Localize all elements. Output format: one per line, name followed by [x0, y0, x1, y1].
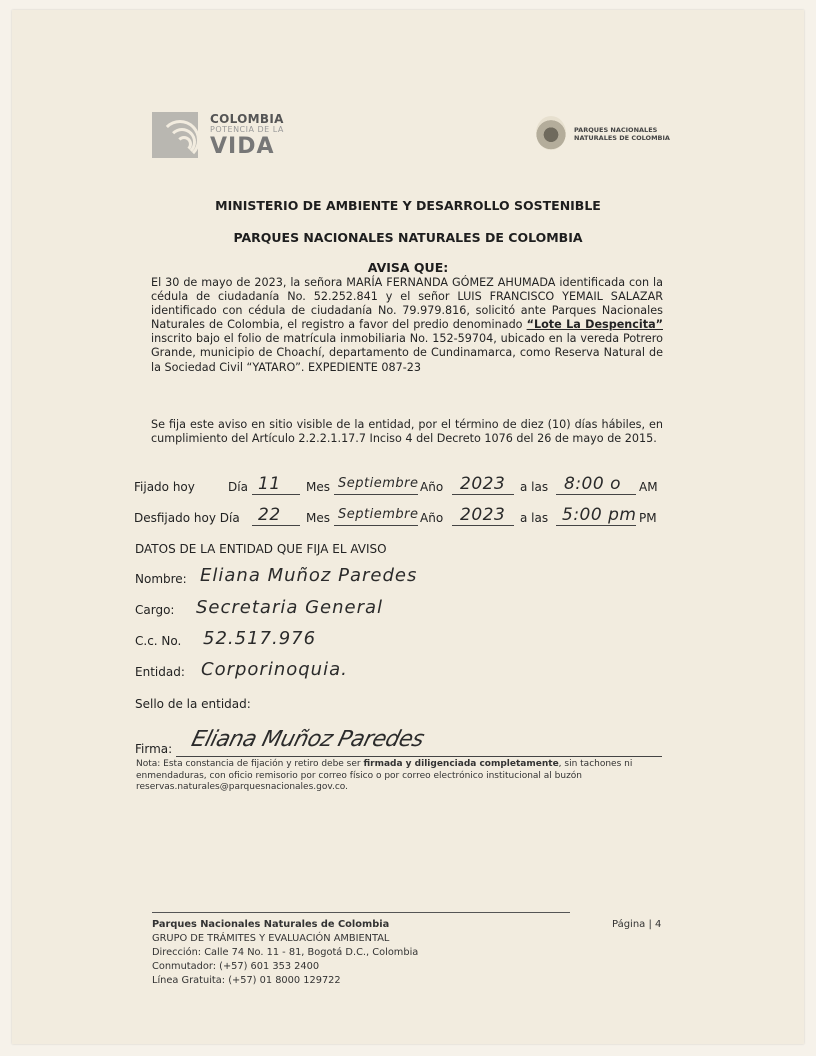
logo-colombia-text: COLOMBIA	[210, 112, 284, 126]
entidad-label: Entidad:	[135, 665, 185, 679]
fijado-day: 11	[258, 474, 281, 494]
fijado-time: 8:00 o	[564, 474, 621, 494]
fijado-row: Fijado hoy Día 11 Mes Septiembre Año 2023 a las 8:00 o AM	[134, 474, 658, 494]
footer-org: Parques Nacionales Naturales de Colombia	[152, 919, 390, 930]
logo-vida-text: VIDA	[210, 134, 275, 159]
footer-toll-free: Línea Gratuita: (+57) 01 8000 129722	[152, 975, 341, 986]
desfijado-day: 22	[258, 505, 281, 525]
pnn-logo-text: PARQUES NACIONALES NATURALES DE COLOMBIA	[574, 126, 670, 142]
entity-heading: DATOS DE LA ENTIDAD QUE FIJA EL AVISO	[135, 542, 387, 556]
footer	[152, 918, 418, 988]
desfijado-year: 2023	[460, 505, 506, 525]
fijado-year: 2023	[460, 474, 506, 494]
nombre-label: Nombre:	[135, 572, 187, 586]
entidad-value: Corporinoquia.	[201, 659, 348, 680]
desfijado-time: 5:00 pm	[562, 505, 637, 525]
document-page	[12, 10, 804, 1044]
condor-emblem-icon	[536, 116, 566, 150]
cc-label: C.c. No.	[135, 634, 182, 648]
notice-title: AVISA QUE:	[367, 260, 449, 275]
parques-nacionales-logo	[536, 114, 676, 154]
colombia-potencia-logo	[152, 110, 292, 162]
signature: Eliana Muñoz Paredes	[188, 727, 427, 752]
footer-phone: Conmutador: (+57) 601 353 2400	[152, 961, 320, 972]
footer-address: Dirección: Calle 74 No. 11 - 81, Bogotá D.C., Colombia	[152, 947, 419, 958]
page-number: Página | 4	[612, 919, 662, 930]
fijado-month: Septiembre	[338, 476, 419, 491]
footer-group: GRUPO DE TRÁMITES Y EVALUACIÓN AMBIENTAL	[152, 933, 390, 944]
ministry-title: MINISTERIO DE AMBIENTE Y DESARROLLO SOSTENIBLE	[215, 198, 601, 213]
logo-potencia-text: POTENCIA DE LA	[210, 125, 284, 134]
firma-label: Firma:	[135, 742, 173, 756]
agency-title: PARQUES NACIONALES NATURALES DE COLOMBIA	[233, 230, 583, 245]
colombia-logo-mark-icon	[152, 112, 198, 158]
desfijado-month: Septiembre	[338, 507, 419, 522]
cc-value: 52.517.976	[203, 628, 317, 649]
cargo-label: Cargo:	[135, 603, 175, 617]
desfijado-row: Desfijado hoy Día 22 Mes Septiembre Año 2023 a las 5:00 pm PM	[134, 505, 657, 525]
notice-paragraph: El 30 de mayo de 2023, la señora MARÍA FERNANDA GÓMEZ AHUMADA identificada con la cédula de ciudadanía No. 52.252.841 y el señor LUIS FRANCISCO YEMAIL SALAZAR identificado con cédula de ciudadanía No. 79.979.816, solicitó ante Parques Nacionales Naturales de Colombia, el registro a favor del predio denominado “Lote La Despencita” inscrito bajo el folio de matrícula inmobiliaria No. 152-59704, ubicado en la vereda Potrero Grande, municipio de Choachí, departamento de Cundinamarca, como Reserva Natural de la Sociedad Civil “YATARO”. EXPEDIENTE 087-23	[151, 276, 663, 374]
posting-paragraph: Se fija este aviso en sitio visible de la entidad, por el término de diez (10) días hábiles, en cumplimiento del Artículo 2.2.2.1.17.7 Inciso 4 del Decreto 1076 del 26 de mayo de 2015.	[151, 418, 663, 446]
footer-divider	[152, 912, 570, 913]
sello-label: Sello de la entidad:	[135, 697, 251, 711]
note-text: Nota: Esta constancia de fijación y retiro debe ser firmada y diligenciada completamente, sin tachones ni enmendaduras, con oficio remisorio por correo físico o por correo electrónico institucional al buzón reservas.naturales@parquesnacionales.gov.co.	[136, 759, 633, 792]
cargo-value: Secretaria General	[196, 597, 384, 618]
property-name: “Lote La Despencita”	[526, 318, 663, 332]
nombre-value: Eliana Muñoz Paredes	[200, 565, 418, 586]
